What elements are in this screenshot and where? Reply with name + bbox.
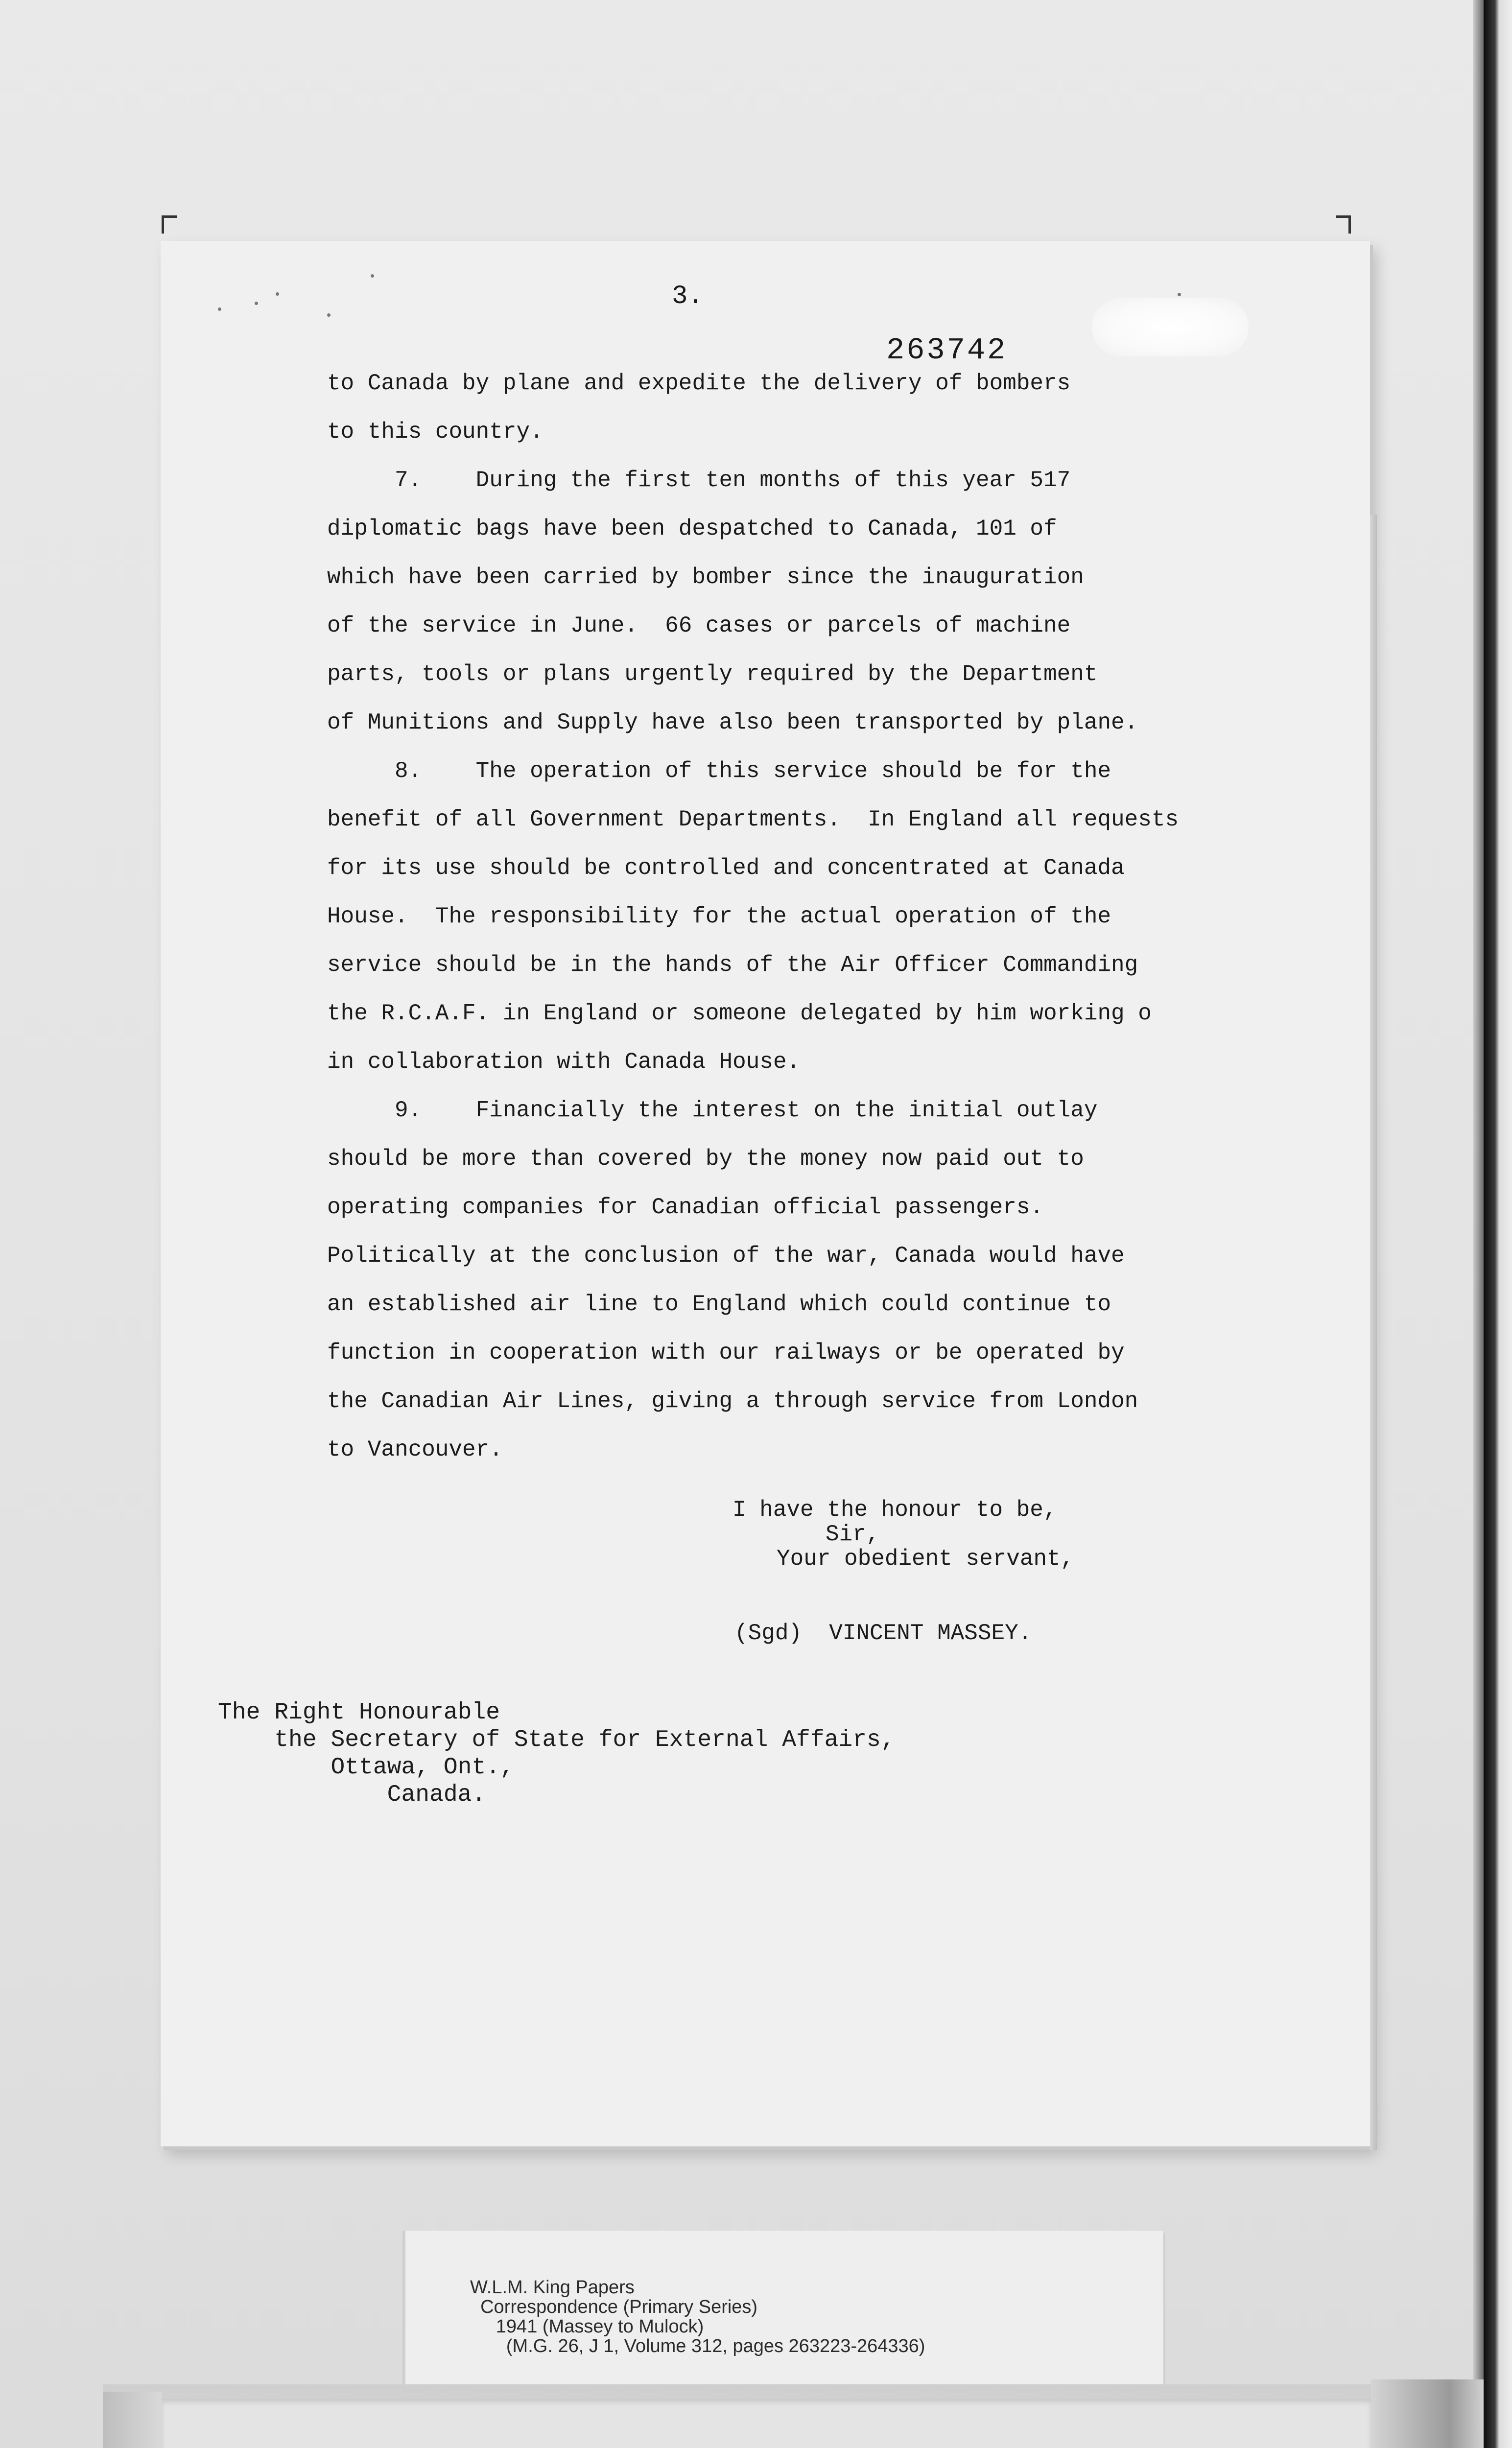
body-line: service should be in the hands of the Air Officer Commanding (327, 952, 1138, 978)
archives-stamp (162, 2399, 1371, 2448)
body-line: in collaboration with Canada House. (327, 1049, 801, 1075)
addressee-line: the Secretary of State for External Affairs, (218, 1727, 895, 1753)
speck (218, 307, 221, 311)
body-line: House. The responsibility for the actual operation of the (327, 904, 1111, 929)
speck (371, 274, 374, 278)
label-line: (M.G. 26, J 1, Volume 312, pages 263223-264336) (470, 2336, 925, 2356)
document-number: 263742 (886, 333, 1008, 368)
corner-mark-left (162, 215, 177, 234)
label-line: W.L.M. King Papers (470, 2277, 635, 2298)
body-line: 8. The operation of this service should be for the (327, 758, 1111, 784)
body-line: 7. During the first ten months of this year 517 (327, 468, 1071, 493)
body-line: diplomatic bags have been despatched to Canada, 101 of (327, 516, 1057, 541)
speck (255, 302, 258, 305)
addressee-block (218, 1699, 895, 1809)
stamp-right-edge (1371, 2379, 1484, 2448)
corner-mark-right (1336, 215, 1351, 234)
body-line: to Canada by plane and expedite the delivery of bombers (327, 371, 1071, 396)
body-line: of the service in June. 66 cases or parcels of machine (327, 613, 1071, 638)
label-line: 1941 (Massey to Mulock) (470, 2316, 704, 2337)
closing-salutation: Sir, (826, 1522, 880, 1547)
stamp-left-edge (103, 2392, 162, 2448)
letter-body (327, 371, 1179, 1485)
body-line: for its use should be controlled and concentrated at Canada (327, 855, 1125, 881)
body-line: operating companies for Canadian official passengers. (327, 1195, 1044, 1220)
film-border (1484, 0, 1512, 2448)
board-edge (1473, 0, 1484, 2448)
addressee-line: Ottawa, Ont., (218, 1754, 514, 1781)
speck (276, 292, 279, 296)
addressee-line: Canada. (218, 1782, 486, 1808)
body-line: to Vancouver. (327, 1437, 503, 1462)
body-line: which have been carried by bomber since the inauguration (327, 565, 1084, 590)
signature: (Sgd) VINCENT MASSEY. (734, 1621, 1032, 1646)
body-line: function in cooperation with our railways or be operated by (327, 1340, 1125, 1365)
paper-smudge (1092, 298, 1249, 356)
page-number: 3. (672, 282, 704, 311)
body-line: an established air line to England which could continue to (327, 1292, 1111, 1317)
addressee-line: The Right Honourable (218, 1699, 500, 1726)
closing-line: I have the honour to be, (732, 1497, 1057, 1523)
body-line: the R.C.A.F. in England or someone delegated by him working o (327, 1001, 1152, 1026)
body-line: the Canadian Air Lines, giving a through service from London (327, 1389, 1138, 1414)
archive-reference-text (470, 2278, 925, 2356)
body-line: Politically at the conclusion of the war, Canada would have (327, 1243, 1125, 1269)
body-line: parts, tools or plans urgently required by the Department (327, 661, 1098, 687)
body-line: 9. Financially the interest on the initial outlay (327, 1098, 1098, 1123)
label-line: Correspondence (Primary Series) (470, 2297, 758, 2317)
closing-line: Your obedient servant, (777, 1546, 1074, 1572)
body-line: of Munitions and Supply have also been transported by plane. (327, 710, 1138, 735)
speck (1178, 293, 1181, 296)
body-line: to this country. (327, 419, 543, 445)
body-line: should be more than covered by the money now paid out to (327, 1146, 1084, 1172)
body-line: benefit of all Government Departments. In England all requests (327, 807, 1179, 832)
speck (327, 313, 331, 317)
